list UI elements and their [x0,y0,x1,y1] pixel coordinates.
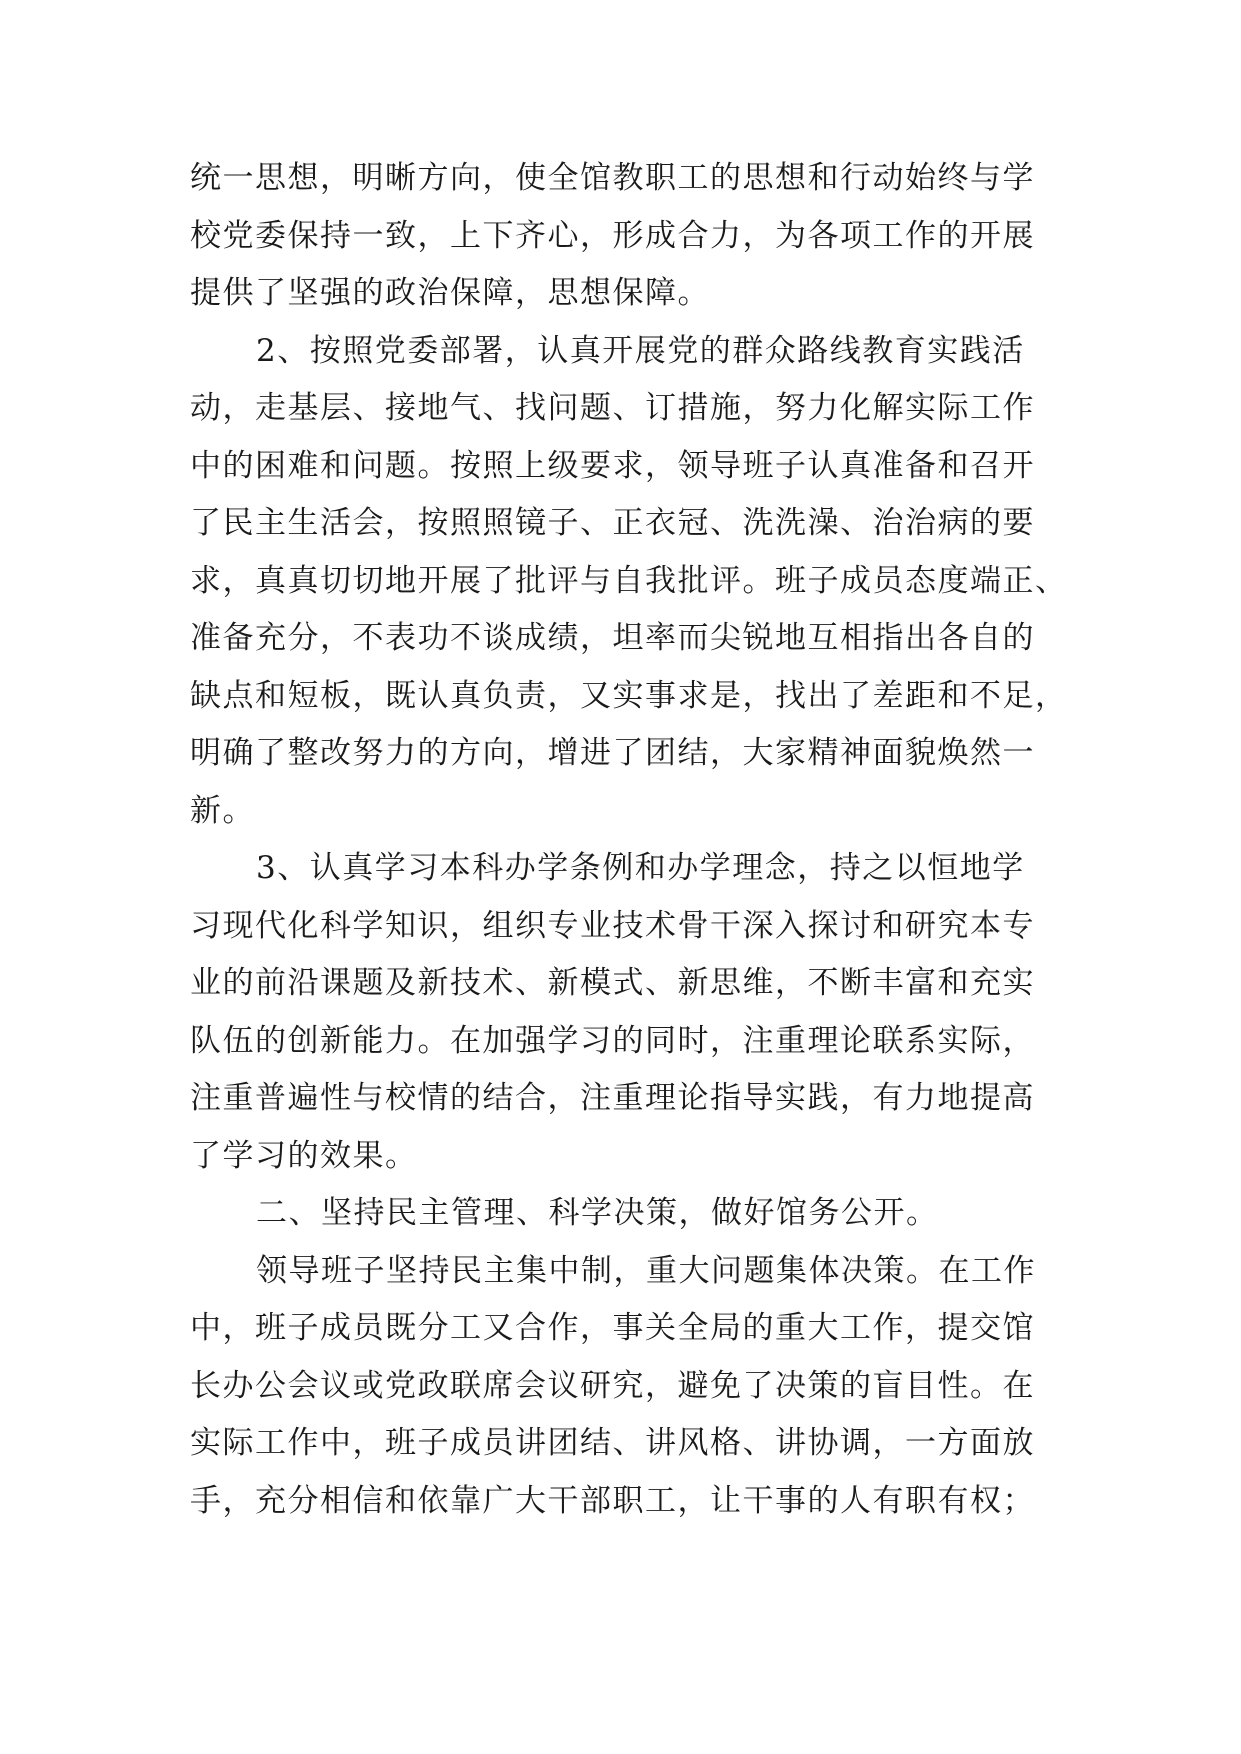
text-line: 业的前沿课题及新技术、新模式、新思维，不断丰富和充实 [190,965,1035,1001]
text-line: 2、按照党委部署，认真开展党的群众路线教育实践活 [256,332,1025,369]
text-line: 明确了整改努力的方向，增进了团结，大家精神面貌焕然一 [190,735,1035,771]
text-line: 队伍的创新能力。在加强学习的同时，注重理论联系实际， [190,1022,1035,1059]
text-line: 习现代化科学知识，组织专业技术骨干深入探讨和研究本专 [190,907,1035,944]
text-line: 中的困难和问题。按照上级要求，领导班子认真准备和召开 [190,447,1035,484]
text-line: 动，走基层、接地气、找问题、订措施，努力化解实际工作 [190,390,1035,426]
text-line: 了民主生活会，按照照镜子、正衣冠、洗洗澡、治治病的要 [190,505,1035,541]
text-line: 二、坚持民主管理、科学决策，做好馆务公开。 [256,1195,939,1231]
text-line: 提供了坚强的政治保障，思想保障。 [190,275,710,311]
text-line: 准备充分，不表功不谈成绩，坦率而尖锐地互相指出各自的 [190,620,1035,656]
text-line: 统一思想，明晰方向，使全馆教职工的思想和行动始终与学 [190,160,1035,196]
text-line: 缺点和短板，既认真负责，又实事求是，找出了差距和不足， [190,677,1068,714]
text-line: 注重普遍性与校情的结合，注重理论指导实践，有力地提高 [190,1080,1035,1116]
text-line: 中，班子成员既分工又合作，事关全局的重大工作，提交馆 [190,1310,1035,1346]
text-line: 3、认真学习本科办学条例和办学理念，持之以恒地学 [256,850,1025,886]
text-line: 校党委保持一致，上下齐心，形成合力，为各项工作的开展 [190,217,1035,254]
text-line: 长办公会议或党政联席会议研究，避免了决策的盲目性。在 [190,1367,1035,1404]
text-line: 新。 [190,792,255,829]
text-line: 实际工作中，班子成员讲团结、讲风格、讲协调，一方面放 [190,1425,1035,1461]
text-line: 了学习的效果。 [190,1137,418,1174]
body-text [190,150,1070,1530]
text-line: 领导班子坚持民主集中制，重大问题集体决策。在工作 [256,1252,1036,1289]
text-line: 求，真真切切地开展了批评与自我批评。班子成员态度端正、 [190,562,1068,599]
text-line: 手，充分相信和依靠广大干部职工，让干事的人有职有权； [190,1482,1035,1519]
